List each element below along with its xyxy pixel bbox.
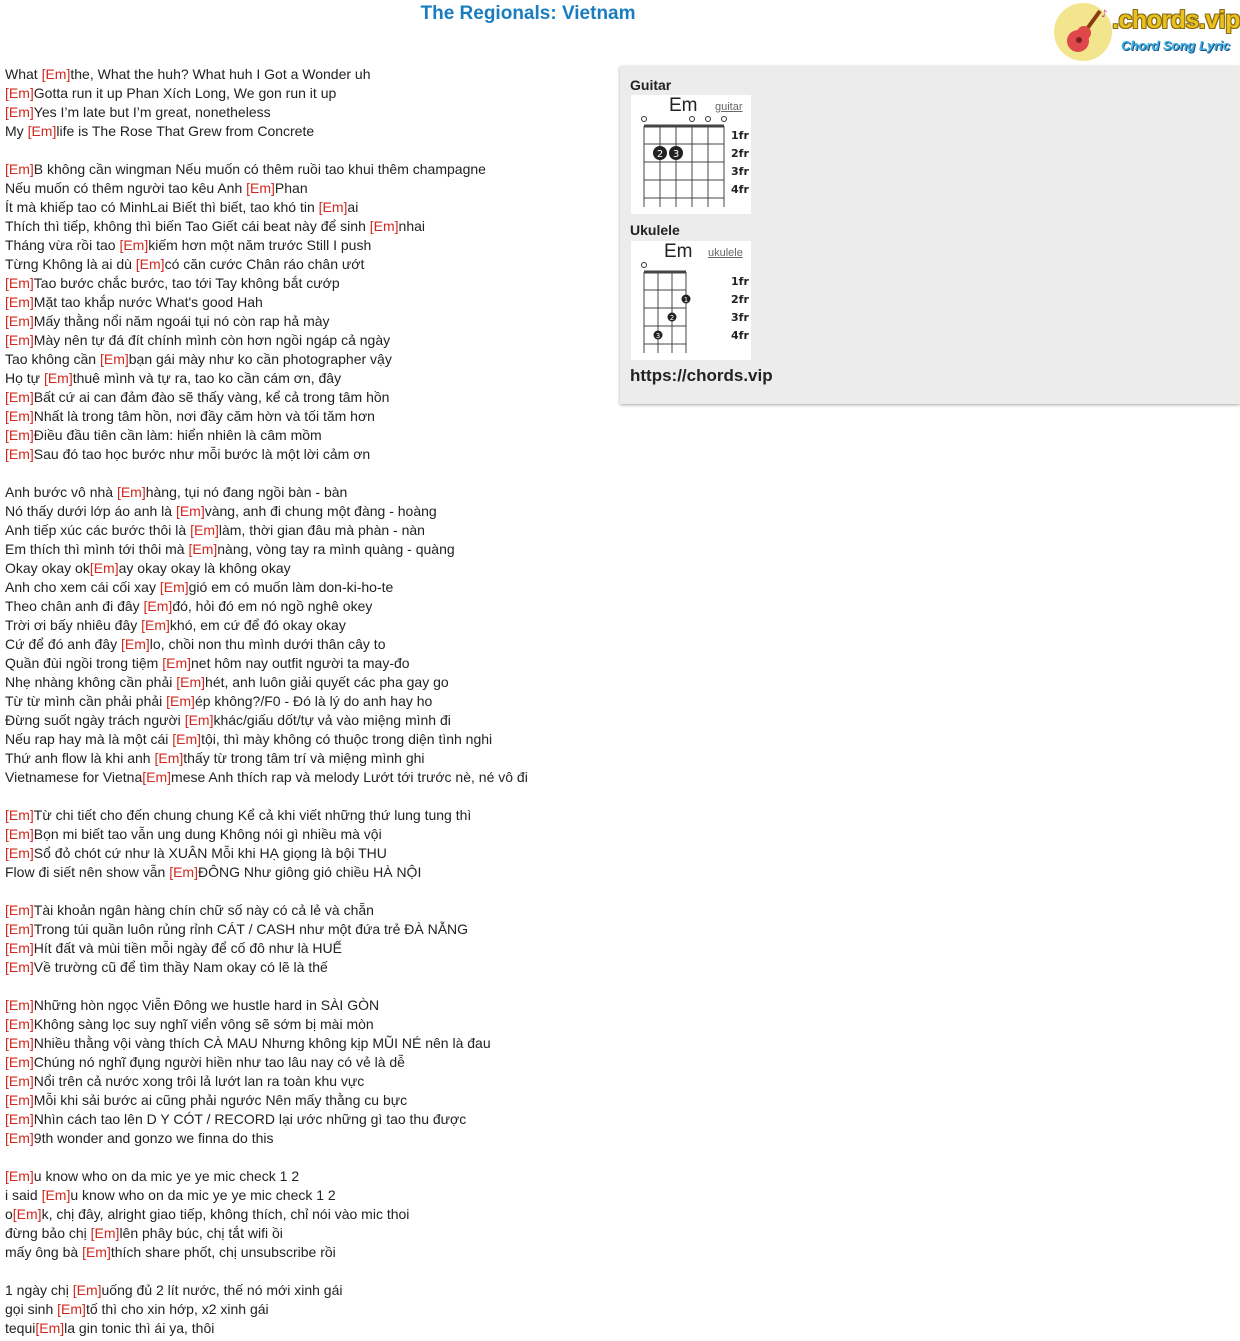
open-string-marker [722,117,727,122]
lyric-line [5,293,605,312]
lyric-text: khác/giấu dốt/tự vả vào miệng mình đi [213,712,451,728]
lyric-line [5,426,605,445]
lyric-text: ay okay okay là không okay [118,560,291,576]
lyric-line [5,331,605,350]
chord-link[interactable]: [Em] [190,522,219,538]
fret-label: 1fr [731,275,749,288]
lyric-text: Nhìn cách tao lên D Y CÓT / RECORD lại ước những gì tao thu được [33,1111,467,1127]
chord-link[interactable]: [Em] [5,1054,34,1070]
lyric-text: Anh tiếp xúc các bước thôi là [5,522,191,538]
lyric-text: Theo chân anh đi đây [5,598,144,614]
chord-link[interactable]: [Em] [175,503,205,519]
chord-link[interactable]: [Em] [57,1301,86,1317]
lyric-text: i said [5,1187,42,1203]
chord-link[interactable]: [Em] [5,1168,34,1184]
lyric-text: hàng, tụi nó đang ngồi bàn - bàn [145,484,348,500]
lyric-line [5,1224,605,1243]
lyric-text: ai [347,199,359,215]
lyric-text: Mặt tao khắp nước What's good Hah [33,294,263,310]
chord-link[interactable]: [Em] [5,389,34,405]
chord-link[interactable]: [Em] [5,275,34,291]
lyric-line [5,236,605,255]
lyric-text: My [5,123,28,139]
lyric-line [5,1300,605,1319]
chord-link[interactable]: [Em] [5,997,34,1013]
lyric-text: life is The Rose That Grew from Concrete [56,123,315,139]
finger-number: 3 [672,149,680,160]
chord-link[interactable]: [Em] [176,674,206,690]
lyric-line [5,958,605,977]
chord-link[interactable]: [Em] [89,560,119,576]
lyric-line [5,198,605,217]
lyric-text: làm, thời gian đâu mà phàn - nàn [218,522,425,538]
lyric-text: Yes I’m late but I’m great, nonetheless [33,104,271,120]
lyric-text: Từng Không là ai dù [5,256,136,272]
lyric-text: Thích thì tiếp, không thì biến Tao Giết cái beat này để sinh [5,218,370,234]
lyric-text: Nhiều thằng vội vàng thích CÀ MAU Nhưng không kịp MŨI NÉ nên là đau [33,1035,491,1051]
chord-link[interactable]: [Em] [5,1073,34,1089]
lyric-text: bạn gái mày như ko cần photographer vậy [128,351,392,367]
lyric-line [5,407,605,426]
lyric-line [5,1072,605,1091]
lyric-text: Mấy thằng nổi năm ngoái tụi nó còn rap hả mày [33,313,330,329]
chord-link[interactable]: [Em] [162,655,191,671]
fret-label: 1fr [731,129,749,142]
lyric-text: What [5,66,42,82]
lyric-line [5,445,605,464]
lyric-text: Gotta run it up Phan Xích Long, We gon run it up [33,85,337,101]
chord-link[interactable]: [Em] [12,1206,42,1222]
guitar-logo-icon [1054,3,1112,61]
lyric-text: Sau đó tao học bước như mỗi bước là một lời cảm ơn [33,446,371,462]
chord-link[interactable]: [Em] [5,902,34,918]
chord-link[interactable]: [Em] [5,1035,34,1051]
lyric-text: Họ tự [5,370,44,386]
lyric-text: Hít đất và mùi tiền mỗi ngày để cố đô như là HUẾ [33,940,342,956]
fret-label: 2fr [731,147,749,160]
lyric-text: tố thì cho xin hớp, x2 xinh gái [85,1301,269,1317]
lyric-line [5,768,605,787]
site-url[interactable]: https://chords.vip [630,366,773,385]
lyric-text: mấy ông bà [5,1244,83,1260]
chord-link[interactable]: [Em] [121,636,150,652]
lyric-text: khó, em cứ để đó okay okay [169,617,346,633]
lyric-text: Tài khoản ngân hàng chín chữ số này có cả lẻ và chẵn [33,902,374,918]
guitar-fretboard [631,95,751,214]
chord-link[interactable]: [Em] [246,180,275,196]
chord-link[interactable]: [Em] [142,769,172,785]
lyric-line [5,825,605,844]
chord-link[interactable]: [Em] [135,256,165,272]
lyric-line [5,616,605,635]
lyric-line [5,673,605,692]
lyric-line [5,1319,605,1338]
lyric-text: mese Anh thích rap và melody Lướt tới trước nè, né vô đi [171,769,528,785]
blank-line [5,882,605,901]
lyric-text: có căn cước Chân ráo chân ướt [164,256,365,272]
lyric-text: Nếu muốn có thêm người tao kêu Anh [5,180,247,196]
lyric-line [5,255,605,274]
lyric-text: Cứ để đó anh đây [5,636,122,652]
lyric-line [5,1205,605,1224]
lyric-line [5,350,605,369]
lyric-line [5,844,605,863]
chord-link[interactable]: [Em] [119,237,149,253]
logo-text: .chords.vip [1112,6,1240,34]
fret-label: 3fr [731,311,749,324]
chord-link[interactable]: [Em] [5,446,34,462]
lyric-text: tequi [5,1320,36,1336]
lyric-text: o [5,1206,13,1222]
lyric-text: Về trường cũ để tìm thầy Nam okay có lẽ là thế [33,959,328,975]
lyric-text: thấy từ trong tâm trí và miệng mình ghi [183,750,425,766]
lyric-line [5,369,605,388]
lyric-line [5,901,605,920]
lyric-text: Nhất là trong tâm hồn, nơi đầy căm hờn và tối tăm hơn [33,408,375,424]
lyric-line [5,711,605,730]
finger-number: 1 [683,296,689,304]
chord-link[interactable]: [Em] [141,617,170,633]
lyric-text: Ít mà khiếp tao có MinhLai Biết thì biết, tao khó tin [5,199,319,215]
lyric-text: nhai [398,218,426,234]
lyric-line [5,1186,605,1205]
lyric-text: 9th wonder and gonzo we finna do this [33,1130,274,1146]
finger-number: 2 [669,314,675,322]
lyric-text: Mỗi khi sải bước ai cũng phải ngước Nên mấy thằng cu bực [33,1092,408,1108]
chord-link[interactable]: [Em] [43,370,73,386]
lyric-text: ép không?/F0 - Đó là lý do anh hay ho [194,693,433,709]
lyric-line [5,217,605,236]
ukulele-fretboard [631,241,751,360]
lyric-text: uống đủ 2 lít nước, thế nó mới xinh gái [101,1282,343,1298]
lyric-line [5,1129,605,1148]
ukulele-chord-diagram[interactable] [631,241,751,360]
lyric-text: ĐÔNG Như giông gió chiều HÀ NỘI [197,864,422,880]
lyric-text: the, What the huh? What huh I Got a Wonder uh [70,66,371,82]
blank-line [5,977,605,996]
lyric-line [5,863,605,882]
chord-link[interactable]: [Em] [5,104,34,120]
lyric-text: k, chị đây, alright giao tiếp, không thích, chỉ nói vào mic thoi [41,1206,410,1222]
lyric-text: Tháng vừa rồi tao [5,237,120,253]
finger-number: 3 [655,332,661,340]
lyric-text: tội, thì mày không có thuộc trong diện tình nghi [201,731,493,747]
chord-link[interactable]: [Em] [5,1130,34,1146]
chord-link[interactable]: [Em] [188,541,218,557]
chord-link[interactable]: [Em] [166,693,195,709]
lyric-line [5,597,605,616]
lyric-text: net hôm nay outfit người ta may-đo [191,655,410,671]
lyric-text: Từ chi tiết cho đến chung chung Kể cả khi viết những thứ lung tung thì [33,807,472,823]
fret-label: 4fr [731,329,749,342]
chord-link[interactable]: [Em] [41,66,71,82]
fret-label: 3fr [731,165,749,178]
lyric-line [5,1015,605,1034]
guitar-chord-diagram[interactable] [631,95,751,214]
chord-link[interactable]: [Em] [5,313,34,329]
lyric-line [5,502,605,521]
lyric-text: gọi sinh [5,1301,58,1317]
lyric-text: Thứ anh flow là khi anh [5,750,155,766]
lyric-line [5,65,605,84]
lyric-line [5,274,605,293]
lyric-line [5,483,605,502]
blank-line [5,464,605,483]
lyric-text: Okay okay ok [5,560,90,576]
fret-label: 4fr [731,183,749,196]
blank-line [5,141,605,160]
open-string-marker [642,117,647,122]
lyric-text: Nhẹ nhàng không cần phải [5,674,177,690]
lyric-text: Từ từ mình cần phải phải [5,693,167,709]
chord-link[interactable]: [Em] [184,712,214,728]
lyric-text: lo, chồi non thu mình dưới thân cây to [149,636,386,652]
lyric-line [5,84,605,103]
chord-link[interactable]: [Em] [5,427,34,443]
chord-link[interactable]: [Em] [90,1225,120,1241]
guitar-link[interactable]: guitar [715,101,743,113]
lyric-text: B không cần wingman Nếu muốn có thêm ruồi tao khui thêm champagne [33,161,486,177]
lyric-line [5,160,605,179]
lyric-line [5,806,605,825]
open-string-marker [642,263,647,268]
lyric-text: 1 ngày chị [5,1282,73,1298]
lyric-text: nàng, vòng tay ra mình quàng - quàng [217,541,455,557]
chord-link[interactable]: [Em] [5,1092,34,1108]
lyric-text: Quần đùi ngồi trong tiệm [5,655,163,671]
lyric-line [5,730,605,749]
lyric-text: Sổ đỏ chót cứ như là XUÂN Mỗi khi HẠ giọng là bội THU [33,845,387,861]
lyric-line [5,521,605,540]
lyric-line [5,1243,605,1262]
chord-link[interactable]: [Em] [5,161,34,177]
chord-link[interactable]: [Em] [5,959,34,975]
chord-link[interactable]: [Em] [27,123,57,139]
lyric-line [5,654,605,673]
chord-link[interactable]: [Em] [5,408,34,424]
logo-subtitle: Chord Song Lyric [1121,38,1231,53]
lyric-text: la gin tonic thì ái ya, thôi [64,1320,215,1336]
open-string-marker [690,117,695,122]
lyric-line [5,996,605,1015]
lyric-text: Anh cho xem cái cối xay [5,579,160,595]
open-string-marker [706,117,711,122]
lyric-line [5,1091,605,1110]
chord-link[interactable]: [Em] [99,351,129,367]
lyric-line [5,692,605,711]
lyric-text: u know who on da mic ye ye mic check 1 2 [70,1187,336,1203]
song-title: The Regionals: Vietnam [420,3,636,24]
chord-link[interactable]: [Em] [35,1320,65,1336]
finger-number: 2 [656,149,664,160]
svg-text:♪: ♪ [1101,9,1108,20]
lyric-text: Những hòn ngọc Viễn Đông we hustle hard in SÀI GÒN [33,997,380,1013]
lyric-text: gió em có muốn làm don-ki-ho-te [188,579,394,595]
chord-link[interactable]: [Em] [5,940,34,956]
lyric-text: Em thích thì mình tới thôi mà [5,541,189,557]
chord-link[interactable]: [Em] [116,484,146,500]
chord-link[interactable]: [Em] [5,332,34,348]
lyric-text: đừng bảo chị [5,1225,91,1241]
lyric-text: Nổi trên cả nước xong trôi lả lướt lan ra toàn khu vực [33,1073,365,1089]
chord-link[interactable]: [Em] [169,864,198,880]
chord-link[interactable]: [Em] [5,85,34,101]
lyric-text: Tao không cần [5,351,100,367]
chord-panel [620,66,1240,404]
lyric-text: đó, hỏi đó em nó ngồ nghê okey [172,598,373,614]
blank-line [5,787,605,806]
chord-link[interactable]: [Em] [82,1244,111,1260]
lyric-text: thuê mình và tự ra, tao ko cần cám ơn, đây [72,370,342,386]
lyric-line [5,749,605,768]
lyric-text: Anh bước vô nhà [5,484,117,500]
lyric-line [5,103,605,122]
chord-link[interactable]: [Em] [72,1282,102,1298]
lyric-line [5,540,605,559]
lyric-text: Không sàng lọc suy nghĩ viển vông sẽ sớm bị mài mòn [33,1016,374,1032]
lyric-text: kiếm hơn một năm trước Still I push [148,237,372,253]
lyric-line [5,388,605,407]
lyric-text: Bất cứ ai can đảm đào sẽ thấy vàng, kể cả trong tâm hồn [33,389,390,405]
lyric-text: Nó thấy dưới lớp áo anh là [5,503,176,519]
ukulele-chord-name: Em [664,241,693,262]
lyric-line [5,939,605,958]
chord-link[interactable]: [Em] [154,750,184,766]
blank-line [5,1262,605,1281]
lyric-line [5,1053,605,1072]
lyric-line [5,920,605,939]
guitar-chord-name: Em [669,95,698,116]
chord-link[interactable]: [Em] [41,1187,71,1203]
ukulele-link[interactable]: ukulele [708,247,743,259]
ukulele-label: Ukulele [630,222,680,238]
lyric-text: Flow đi siết nên show vẫn [5,864,170,880]
lyric-text: vàng, anh đi chung một đàng - hoàng [204,503,437,519]
lyric-text: Trong túi quần luôn rủng rỉnh CÁT / CASH như một đứa trẻ ĐÀ NẴNG [33,921,469,937]
chord-link[interactable]: [Em] [172,731,202,747]
lyrics-block [5,65,605,1338]
lyric-text: Chúng nó nghĩ đụng người hiền như tao lâu nay có vẻ là dễ [33,1054,405,1070]
chord-link[interactable]: [Em] [5,294,34,310]
lyric-line [5,312,605,331]
lyric-line [5,122,605,141]
lyric-line [5,1167,605,1186]
lyric-text: Bọn mi biết tao vẫn ung dung Không nói gì nhiều mà vội [33,826,382,842]
lyric-line [5,559,605,578]
chord-link[interactable]: [Em] [5,1111,34,1127]
lyric-line [5,1281,605,1300]
lyric-text: Mày nên tự đá đít chính mình còn hơn ngồi ngáp cả ngày [33,332,391,348]
lyric-line [5,635,605,654]
blank-line [5,1148,605,1167]
lyric-line [5,1034,605,1053]
lyric-text: Đừng suốt ngày trách người [5,712,185,728]
lyric-text: Tao bước chắc bước, tao tới Tay không bắt cướp [33,275,340,291]
lyric-text: Nếu rap hay mà là một cái [5,731,173,747]
chord-link[interactable]: [Em] [5,826,34,842]
lyric-text: thích share phốt, chị unsubscribe rồi [110,1244,336,1260]
chord-link[interactable]: [Em] [159,579,189,595]
chord-link[interactable]: [Em] [5,845,34,861]
lyric-text: Phan [274,180,308,196]
chord-link[interactable]: [Em] [369,218,399,234]
lyric-line [5,578,605,597]
site-logo[interactable] [1054,3,1240,63]
guitar-label: Guitar [630,77,672,93]
chord-link[interactable]: [Em] [143,598,173,614]
lyric-text: lên phây búc, chị tắt wifi ồi [119,1225,283,1241]
lyric-line [5,1110,605,1129]
lyric-text: Trời ơi bấy nhiêu đây [5,617,142,633]
chord-link[interactable]: [Em] [5,1016,34,1032]
chord-link[interactable]: [Em] [5,921,34,937]
fret-label: 2fr [731,293,749,306]
chord-link[interactable]: [Em] [5,807,34,823]
lyric-text: Vietnamese for Vietna [5,769,143,785]
lyric-text: hét, anh luôn giải quyết các pha gay go [205,674,449,690]
lyric-text: Điều đầu tiên cần làm: hiển nhiên là câm mồm [33,427,322,443]
lyric-text: u know who on da mic ye ye mic check 1 2 [33,1168,300,1184]
chord-link[interactable]: [Em] [318,199,348,215]
lyric-line [5,179,605,198]
